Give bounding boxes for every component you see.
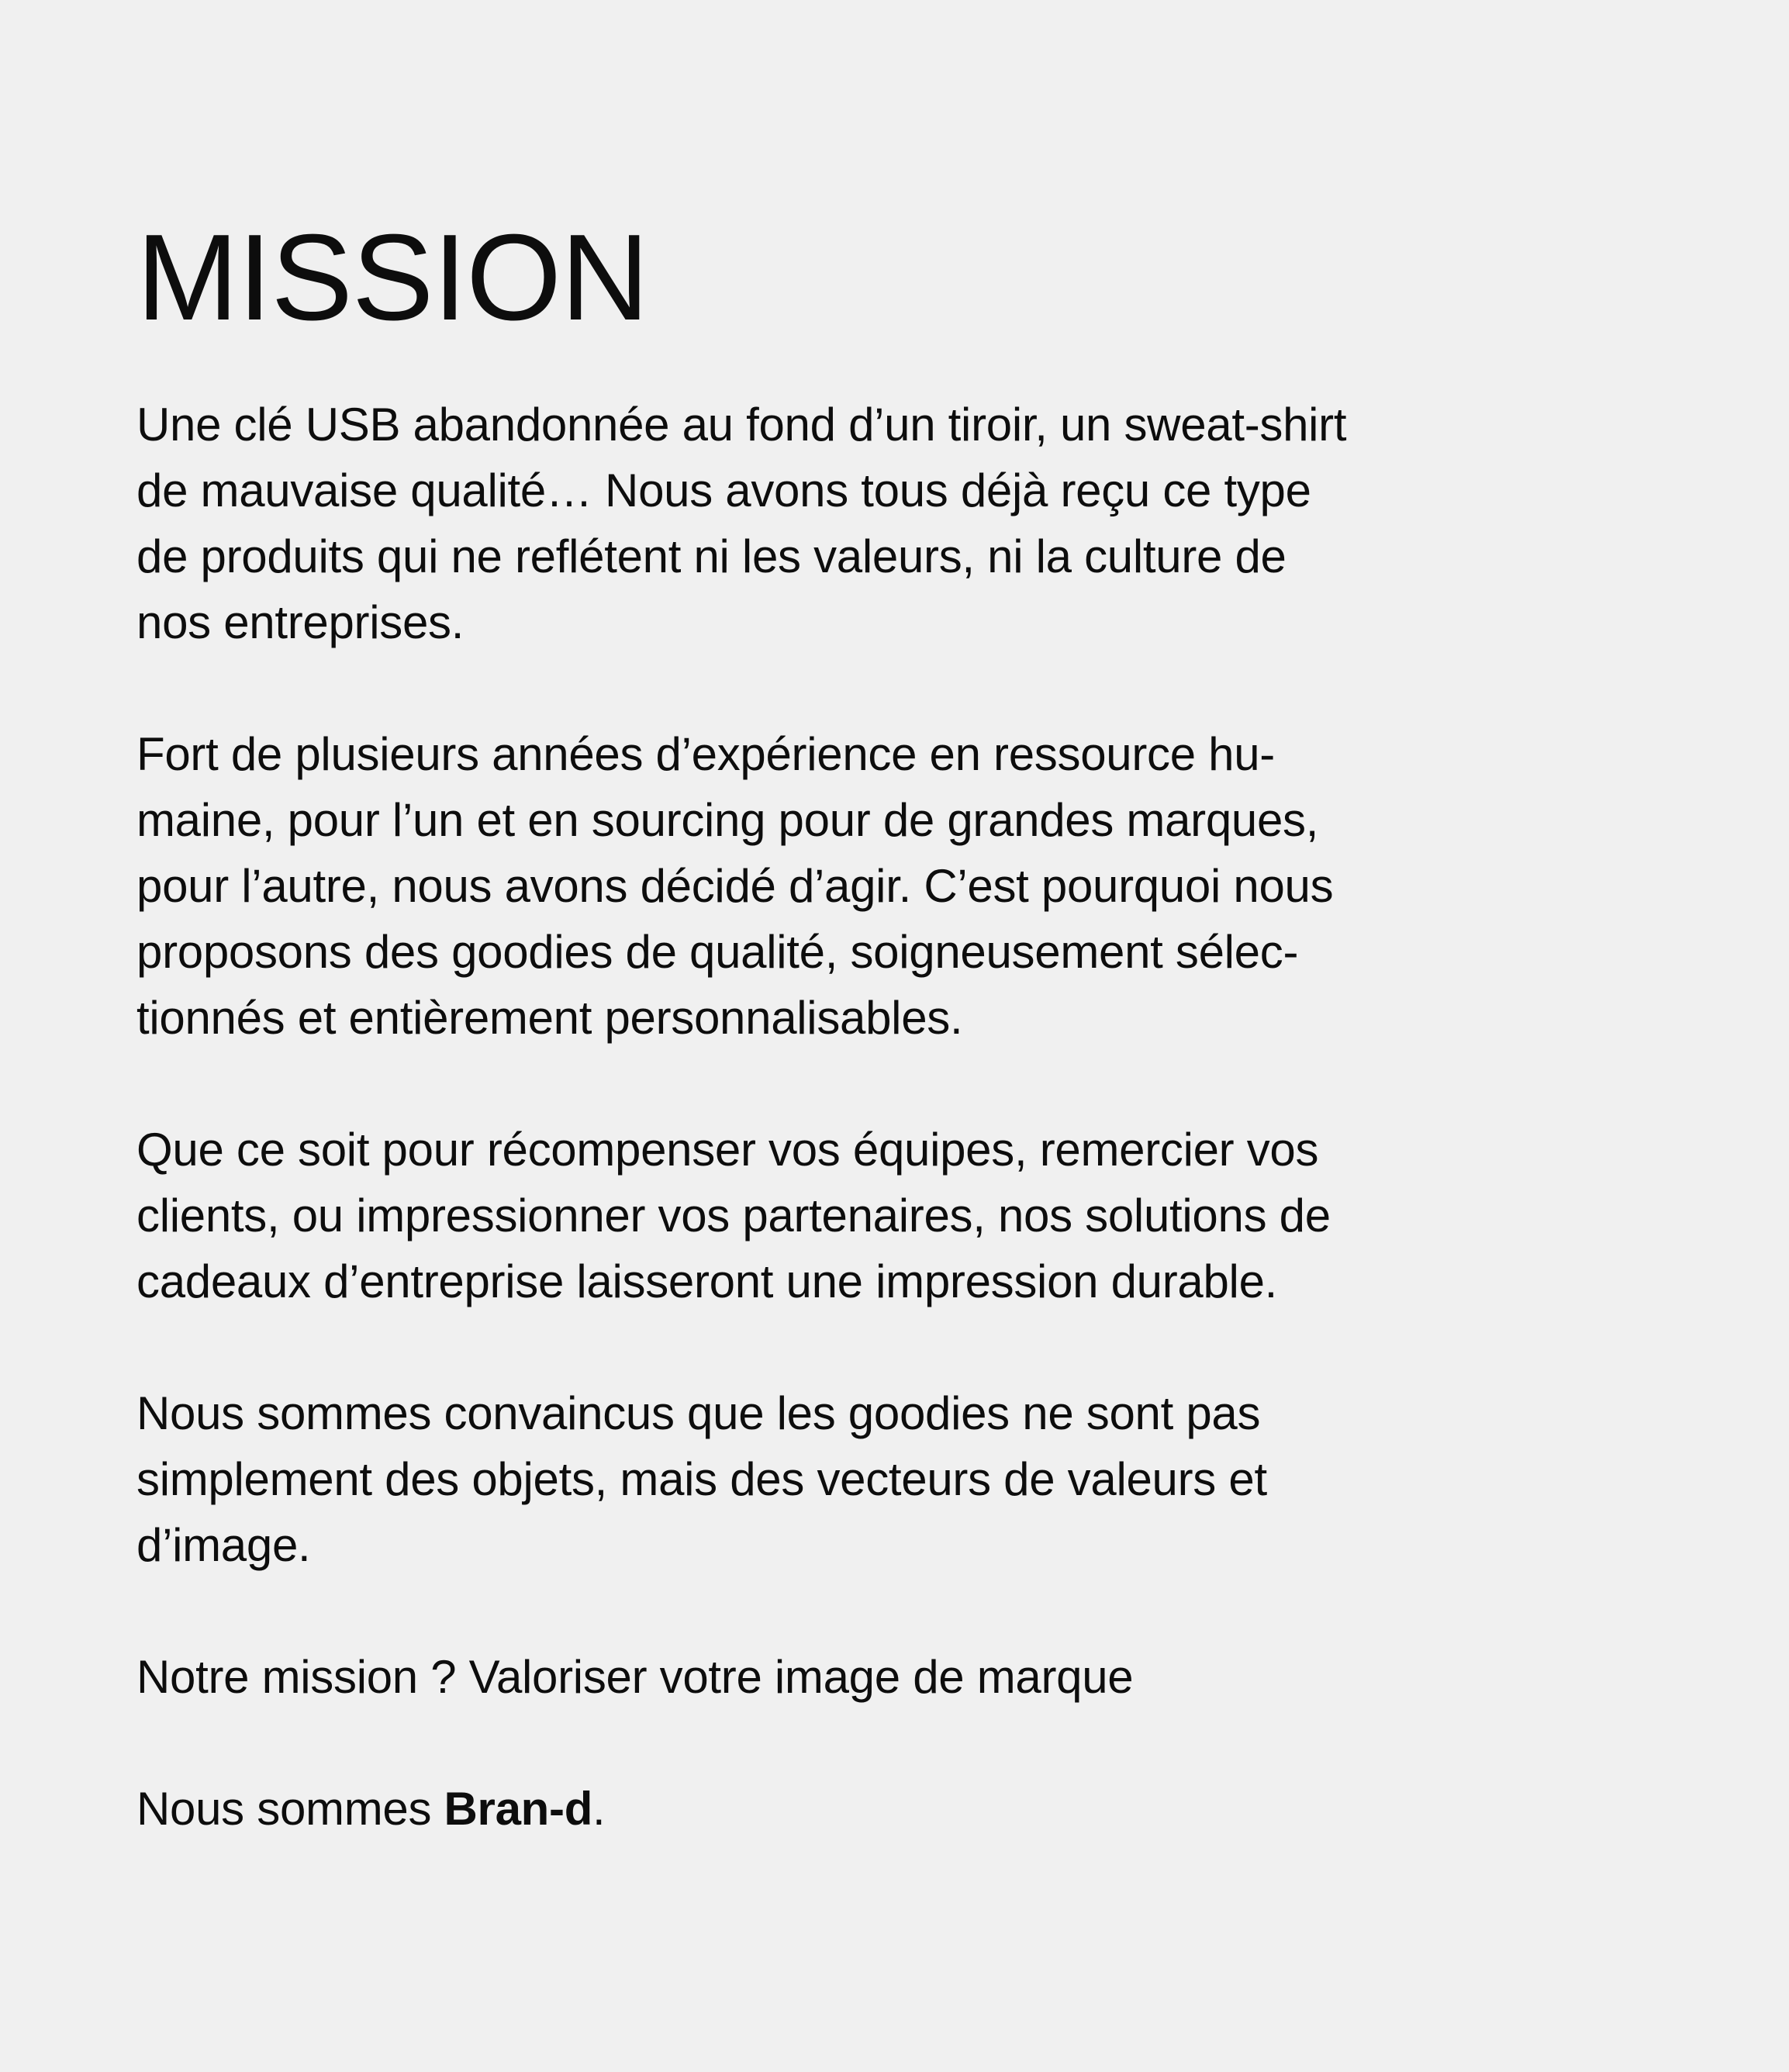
paragraph-line: Nous sommes convaincus que les goodies ne sont pas	[136, 1387, 1261, 1439]
paragraph-line: proposons des goodies de qualité, soigneusement sélec-	[136, 926, 1299, 978]
paragraph-line: de mauvaise qualité… Nous avons tous déjà reçu ce type	[136, 464, 1311, 516]
paragraph-line: Fort de plusieurs années d’expérience en ressource hu-	[136, 728, 1275, 780]
paragraph-mission-statement	[136, 1644, 1133, 1710]
paragraph-line: de produits qui ne reflétent ni les valeurs, ni la culture de	[136, 530, 1286, 582]
closing-prefix: Nous sommes	[136, 1783, 444, 1835]
paragraph-line: nos entreprises.	[136, 596, 465, 648]
paragraph-line: tionnés et entièrement personnalisables.	[136, 992, 963, 1044]
paragraph-line: Que ce soit pour récompenser vos équipes, remercier vos	[136, 1124, 1319, 1176]
paragraph-closing	[136, 1776, 605, 1842]
page-title: MISSION	[136, 209, 649, 346]
paragraph-audience	[136, 1117, 1331, 1314]
paragraph-line: pour l’autre, nous avons décidé d’agir. C’est pourquoi nous	[136, 860, 1334, 912]
closing-suffix: .	[592, 1783, 606, 1835]
paragraph-line: clients, ou impressionner vos partenaires, nos solutions de	[136, 1190, 1331, 1241]
paragraph-experience	[136, 721, 1333, 1051]
closing-line	[136, 1776, 605, 1842]
paragraph-line: cadeaux d’entreprise laisseront une impression durable.	[136, 1255, 1278, 1307]
paragraph-line: maine, pour l’un et en sourcing pour de grandes marques,	[136, 794, 1319, 846]
paragraph-line: Notre mission ? Valoriser votre image de marque	[136, 1651, 1134, 1703]
paragraph-line: d’image.	[136, 1519, 311, 1571]
paragraph-conviction	[136, 1380, 1267, 1578]
paragraph-line: simplement des objets, mais des vecteurs de valeurs et	[136, 1453, 1267, 1505]
paragraph-intro	[136, 392, 1346, 655]
brand-name: Bran-d	[444, 1783, 593, 1835]
paragraph-line: Une clé USB abandonnée au fond d’un tiroir, un sweat-shirt	[136, 399, 1347, 451]
